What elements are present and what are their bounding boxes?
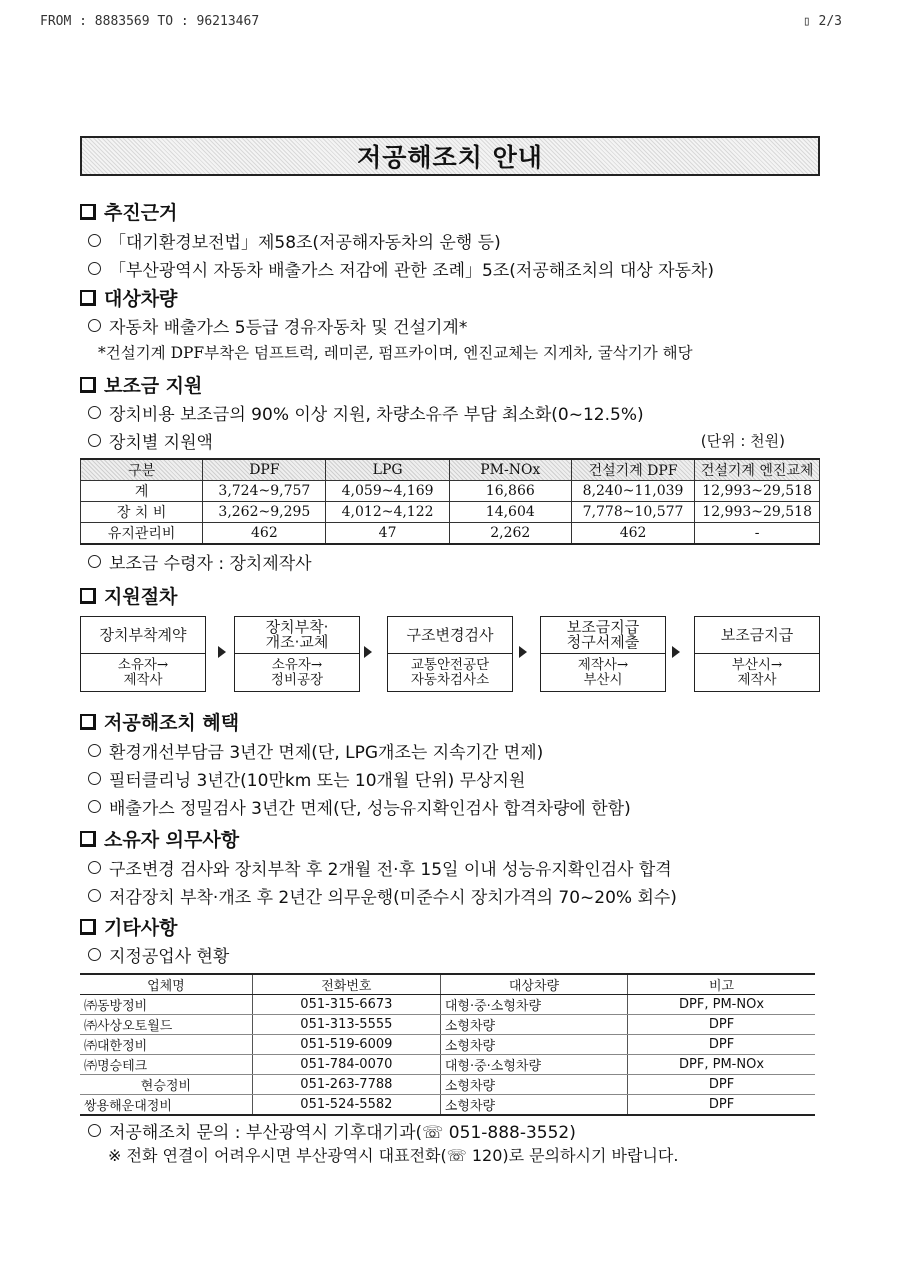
subsidy-table (80, 458, 820, 545)
section-heading-benefits (80, 708, 239, 735)
table-row (80, 1095, 815, 1116)
circle-bullet-icon (88, 744, 101, 757)
table-cell: 3,262~9,295 (203, 502, 326, 523)
flow-step-actor: 부산시→ 제작사 (731, 657, 783, 688)
flow-step-title: 보조금지급 (695, 617, 819, 654)
section-heading-subsidy (80, 371, 202, 398)
table-cell: 장 치 비 (81, 502, 203, 523)
header-cell: 대상차량 (440, 974, 627, 995)
table-cell: DPF (628, 1095, 815, 1116)
list-item (88, 942, 229, 967)
flow-step (540, 616, 666, 692)
checkbox-icon (80, 204, 96, 220)
page-icon: ▯ (802, 14, 819, 29)
table-header-row (80, 974, 815, 995)
heading-text: 기타사항 (104, 917, 178, 939)
item-text: 자동차 배출가스 5등급 경유자동차 및 건설기계* (109, 318, 468, 338)
circle-bullet-icon (88, 861, 101, 874)
flow-step (694, 616, 820, 692)
table-cell: 051-263-7788 (252, 1075, 440, 1095)
list-item (88, 256, 714, 281)
item-text: 배출가스 정밀검사 3년간 면제(단, 성능유지확인검사 합격차량에 한함) (109, 799, 631, 819)
table-cell: 소형차량 (440, 1075, 627, 1095)
section-heading-vehicles (80, 284, 177, 311)
list-item (88, 766, 525, 791)
table-row (80, 1055, 815, 1075)
table-row (81, 502, 820, 523)
circle-bullet-icon (88, 406, 101, 419)
table-cell: 16,866 (449, 481, 571, 502)
flow-step (80, 616, 206, 692)
heading-text: 지원절차 (104, 586, 178, 608)
table-header-row (81, 459, 820, 481)
table-cell: 4,012~4,122 (326, 502, 449, 523)
arrow-right-icon (672, 646, 680, 658)
circle-bullet-icon (88, 434, 101, 447)
item-text: 필터클리닝 3년간(10만km 또는 10개월 단위) 무상지원 (109, 771, 526, 791)
header-cell: LPG (326, 459, 449, 481)
item-text: 환경개선부담금 3년간 면제(단, LPG개조는 지속기간 면제) (109, 743, 544, 763)
table-cell: 051-313-5555 (252, 1015, 440, 1035)
table-cell: 계 (81, 481, 203, 502)
table-cell: DPF (628, 1015, 815, 1035)
table-cell: 47 (326, 523, 449, 545)
table-cell: ㈜동방정비 (80, 995, 252, 1015)
section-heading-basis (80, 198, 177, 225)
table-cell: DPF (628, 1075, 815, 1095)
list-item (88, 1118, 576, 1143)
header-cell: 비고 (628, 974, 815, 995)
list-item (88, 228, 501, 253)
table-row (81, 481, 820, 502)
table-cell: 7,778~10,577 (571, 502, 694, 523)
header-cell: 업체명 (80, 974, 252, 995)
procedure-flow (80, 616, 820, 692)
arrow-right-icon (364, 646, 372, 658)
circle-bullet-icon (88, 1124, 101, 1137)
heading-text: 대상차량 (104, 288, 178, 310)
list-item (88, 428, 213, 453)
item-text: 구조변경 검사와 장치부착 후 2개월 전·후 15일 이내 성능유지확인검사 합격 (109, 860, 672, 880)
table-cell: DPF (628, 1035, 815, 1055)
circle-bullet-icon (88, 889, 101, 902)
arrow-right-icon (519, 646, 527, 658)
heading-text: 저공해조치 혜택 (104, 712, 240, 734)
table-cell: 051-784-0070 (252, 1055, 440, 1075)
item-text: 「부산광역시 자동차 배출가스 저감에 관한 조례」5조(저공해조치의 대상 자동차) (109, 261, 714, 281)
arrow-right-icon (218, 646, 226, 658)
table-cell: 12,993~29,518 (695, 502, 820, 523)
header-cell: PM-NOx (449, 459, 571, 481)
fax-page-number (803, 14, 842, 29)
fax-header-from: FROM : 8883569 TO : 96213467 (40, 14, 260, 29)
circle-bullet-icon (88, 555, 101, 568)
list-item (88, 400, 644, 425)
table-cell: 051-315-6673 (252, 995, 440, 1015)
flow-step-actor: 교통안전공단 자동차검사소 (410, 657, 490, 688)
header-cell: 구분 (81, 459, 203, 481)
checkbox-icon (80, 831, 96, 847)
table-cell: ㈜대한정비 (80, 1035, 252, 1055)
table-cell: 14,604 (449, 502, 571, 523)
section-heading-procedure (80, 582, 177, 609)
table-cell: 462 (571, 523, 694, 545)
circle-bullet-icon (88, 234, 101, 247)
table-row (80, 1015, 815, 1035)
table-cell: 4,059~4,169 (326, 481, 449, 502)
table-cell: 12,993~29,518 (695, 481, 820, 502)
flow-step-title: 장치부착계약 (81, 617, 205, 654)
contact-text: 저공해조치 문의 : 부산광역시 기후대기과(☏ 051-888-3552) (109, 1123, 576, 1143)
flow-step-actor: 소유자→ 정비공장 (270, 657, 324, 688)
table-row (80, 1035, 815, 1055)
flow-step (387, 616, 513, 692)
header-cell: 건설기계 DPF (571, 459, 694, 481)
circle-bullet-icon (88, 948, 101, 961)
flow-step-title: 장치부착· 개조·교체 (235, 617, 359, 654)
item-text: 보조금 수령자 : 장치제작사 (109, 554, 312, 574)
table-row (81, 523, 820, 545)
flow-step-title: 보조금지급 청구서제출 (541, 617, 665, 654)
heading-text: 소유자 의무사항 (104, 829, 240, 851)
table-cell: 8,240~11,039 (571, 481, 694, 502)
table-row (80, 1075, 815, 1095)
flow-step-actor: 제작사→ 부산시 (577, 657, 629, 688)
heading-text: 보조금 지원 (104, 375, 203, 397)
table-cell: 대형·중·소형차량 (440, 995, 627, 1015)
table-row (80, 995, 815, 1015)
table-cell: DPF, PM-NOx (628, 995, 815, 1015)
header-cell: DPF (203, 459, 326, 481)
table-cell: ㈜사상오토월드 (80, 1015, 252, 1035)
item-text: 장치별 지원액 (109, 433, 213, 453)
table-cell: ㈜명승테크 (80, 1055, 252, 1075)
circle-bullet-icon (88, 800, 101, 813)
table-cell: 462 (203, 523, 326, 545)
circle-bullet-icon (88, 319, 101, 332)
table-cell: 2,262 (449, 523, 571, 545)
header-cell: 전화번호 (252, 974, 440, 995)
checkbox-icon (80, 588, 96, 604)
item-text: 지정공업사 현황 (109, 947, 230, 967)
table-cell: 소형차량 (440, 1035, 627, 1055)
header-cell: 건설기계 엔진교체 (695, 459, 820, 481)
section-heading-duties (80, 825, 239, 852)
table-cell: 현승정비 (80, 1075, 252, 1095)
table-cell: 소형차량 (440, 1095, 627, 1116)
table-cell: 소형차량 (440, 1015, 627, 1035)
unit-label: (단위 : 천원) (700, 432, 785, 450)
title-box (80, 136, 820, 176)
circle-bullet-icon (88, 262, 101, 275)
checkbox-icon (80, 919, 96, 935)
list-item (88, 883, 677, 908)
checkbox-icon (80, 377, 96, 393)
table-cell: 051-519-6009 (252, 1035, 440, 1055)
table-cell: 3,724~9,757 (203, 481, 326, 502)
list-item (88, 313, 467, 338)
vehicles-note: *건설기계 DPF부착은 덤프트럭, 레미콘, 펌프카이며, 엔진교체는 지게차, 굴삭기가 해당 (98, 344, 693, 362)
heading-text: 추진근거 (104, 202, 178, 224)
section-heading-other (80, 913, 177, 940)
table-cell: 쌍용해운대정비 (80, 1095, 252, 1116)
table-cell: 유지관리비 (81, 523, 203, 545)
item-text: 장치비용 보조금의 90% 이상 지원, 차량소유주 부담 최소화(0~12.5%) (109, 405, 644, 425)
page-number-text: 2/3 (818, 14, 842, 29)
list-item (88, 738, 543, 763)
table-cell: 051-524-5582 (252, 1095, 440, 1116)
contact-note: ※ 전화 연결이 어려우시면 부산광역시 대표전화(☏ 120)로 문의하시기 바랍니다. (108, 1146, 679, 1165)
table-cell: 대형·중·소형차량 (440, 1055, 627, 1075)
list-item (88, 855, 672, 880)
checkbox-icon (80, 290, 96, 306)
flow-step-title: 구조변경검사 (388, 617, 512, 654)
page-title: 저공해조치 안내 (357, 143, 543, 172)
list-item (88, 794, 631, 819)
item-text: 저감장치 부착·개조 후 2년간 의무운행(미준수시 장치가격의 70~20% 회수) (109, 888, 677, 908)
flow-step (234, 616, 360, 692)
shops-table (80, 973, 815, 1116)
checkbox-icon (80, 714, 96, 730)
table-cell: DPF, PM-NOx (628, 1055, 815, 1075)
circle-bullet-icon (88, 772, 101, 785)
flow-step-actor: 소유자→ 제작사 (117, 657, 169, 688)
table-cell: - (695, 523, 820, 545)
list-item (88, 549, 312, 574)
item-text: 「대기환경보전법」제58조(저공해자동차의 운행 등) (109, 233, 501, 253)
